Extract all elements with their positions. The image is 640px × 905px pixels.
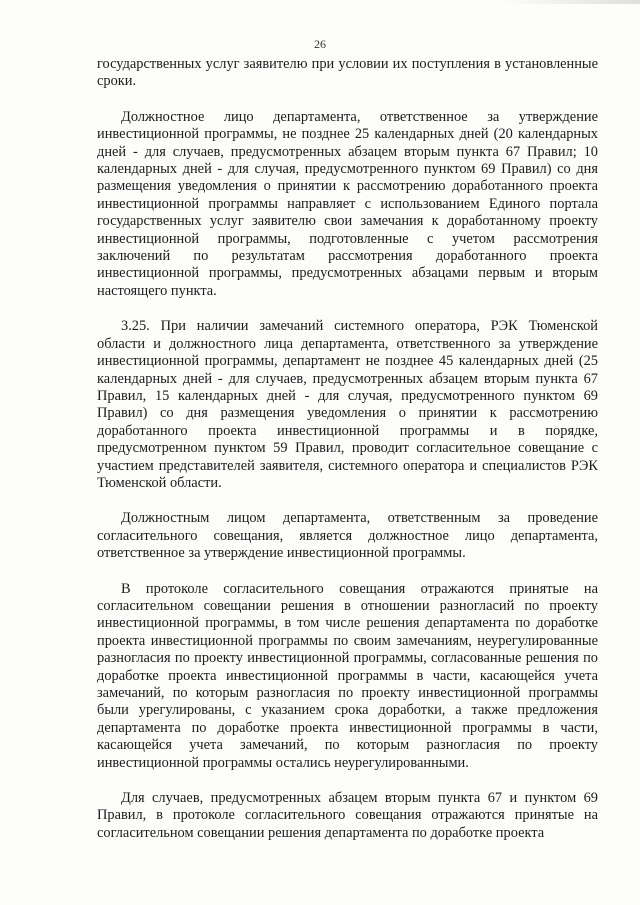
paragraph-continuation: государственных услуг заявителю при условии их поступления в установленные сроки. — [97, 56, 598, 90]
paragraph-protocol: В протоколе согласительного совещания отражаются принятые на согласительном совещании решения в отношении разногласий по проекту инвестиционной программы, в том числе решения департамента по доработке проекта инвестиционной программы по своим замечаниям, неурегулированные разногласия по проекту инвестиционной программы, согласованные решения по доработке проекта инвестиционной программы в части, касающейся учета замечаний, по которым разногласия по проекту инвестиционной программы были урегулированы, с указанием срока доработки, а также предложения департамента по доработке проекта инвестиционной программы в части, касающейся учета замечаний, по которым разногласия по проекту инвестиционной программы остались неурегулированными. — [97, 580, 598, 771]
document-body — [97, 56, 598, 860]
paragraph-responsible-official: Должностным лицом департамента, ответственным за проведение согласительного совещания, является должностное лицо департамента, ответственное за утверждение инвестиционной программы. — [97, 510, 598, 562]
page-number: 26 — [314, 37, 326, 51]
paragraph-special-cases: Для случаев, предусмотренных абзацем вторым пункта 67 и пунктом 69 Правил, в протоколе согласительного совещания отражаются принятые на согласительном совещании решения департамента по доработке проекта — [97, 790, 598, 841]
paragraph-official-remarks: Должностное лицо департамента, ответственное за утверждение инвестиционной программы, не позднее 25 календарных дней (20 календарных дней - для случаев, предусмотренных абзацем вторым пункта 67 Правил; 10 календарных дней - для случая, предусмотренного пунктом 69 Правил) со дня размещения уведомления о принятии к рассмотрению доработанного проекта инвестиционной программы направляет с использованием Единого портала государственных услуг заявителю свои замечания к доработанному проекту инвестиционной программы, подготовленные с учетом рассмотрения заключений по результатам рассмотрения доработанного проекта инвестиционной программы, предусмотренных абзацами первым и вторым настоящего пункта. — [97, 108, 598, 299]
paragraph-3-25: 3.25. При наличии замечаний системного оператора, РЭК Тюменской области и должностного лица департамента, ответственного за утверждение инвестиционной программы, департамент не позднее 45 календарных дней (25 календарных дней - для случаев, предусмотренных абзацем вторым пункта 67 Правил, 15 календарных дней - для случая, предусмотренного пунктом 69 Правил) со дня размещения уведомления о принятии к рассмотрению доработанного проекта инвестиционной программы и в порядке, предусмотренном пунктом 59 Правил, проводит согласительное совещание с участием представителей заявителя, системного оператора и специалистов РЭК Тюменской области. — [97, 318, 598, 491]
